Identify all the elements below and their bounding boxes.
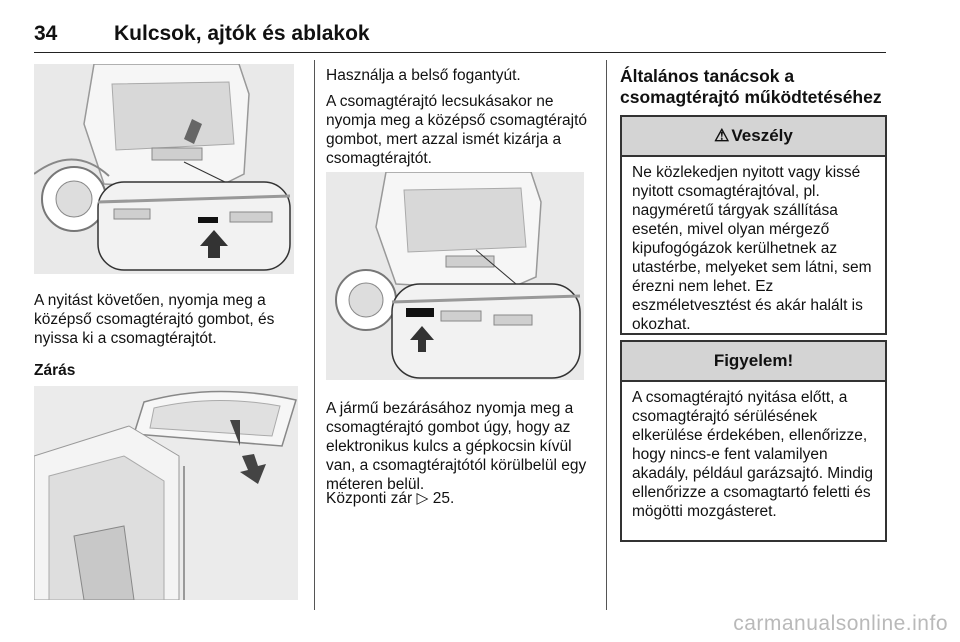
cross-reference xyxy=(326,489,590,508)
section-heading: Zárás xyxy=(34,362,76,379)
page-ref-icon: ▷ xyxy=(416,490,429,507)
figure-tailgate-button-open xyxy=(34,64,294,274)
notice-box xyxy=(620,340,887,542)
column-divider xyxy=(606,60,607,610)
cross-reference-label: Központi zár xyxy=(326,490,413,507)
figure-tailgate-button-lock xyxy=(326,172,584,380)
danger-box xyxy=(620,115,887,335)
cross-reference-page: 25. xyxy=(432,490,455,507)
page-header xyxy=(34,22,886,53)
notice-text: A csomagtérajtó nyitása előtt, a csomagtérajtó sérülésének elkerülése érdekében, ellenőrizze, hogy nincs-e fent valamilyen akadály, például garázsajtó. Mindig ellenőrizze a csomagtartó feletti és mögötti mozgásteret. xyxy=(632,389,873,520)
column-divider xyxy=(314,60,315,610)
warning-icon: ⚠ xyxy=(714,126,730,145)
body-paragraph: A csomagtérajtó lecsukásakor ne nyomja meg a középső csomagtérajtó gombot, mert azzal ismét kizárja a csomagtérajtót. xyxy=(326,93,588,167)
running-title: Kulcsok, ajtók és ablakok xyxy=(114,22,370,45)
page-number: 34 xyxy=(34,22,58,45)
notice-title: Figyelem! xyxy=(622,342,885,382)
body-paragraph: A jármű bezárásához nyomja meg a csomagtérajtó gombot úgy, hogy az elektronikus kulcs a gépkocsin kívül van, a csomagtérajtótól körülbelül egy méteren belül. xyxy=(326,400,587,493)
watermark: carmanualsonline.info xyxy=(733,612,948,635)
figure-tailgate-closing xyxy=(34,386,298,600)
body-paragraph: A nyitást követően, nyomja meg a középső csomagtérajtó gombot, és nyissa ki a csomagtérajtót. xyxy=(34,292,275,347)
danger-text: Ne közlekedjen nyitott vagy kissé nyitott csomagtérajtóval, pl. nagyméretű tárgyak szállítása esetén, mivel olyan mérgező kipufogógázok kerülhetnek az utastérbe, melyeket sem látni, sem érezni nem lehet. Ez eszméletvesztést és akár halált is okozhat. xyxy=(632,164,872,333)
danger-title: Veszély xyxy=(731,126,793,145)
body-paragraph: Használja a belső fogantyút. xyxy=(326,67,521,84)
danger-header xyxy=(622,117,885,157)
section-heading: Általános tanácsok a csomagtérajtó működtetéséhez xyxy=(620,66,882,107)
